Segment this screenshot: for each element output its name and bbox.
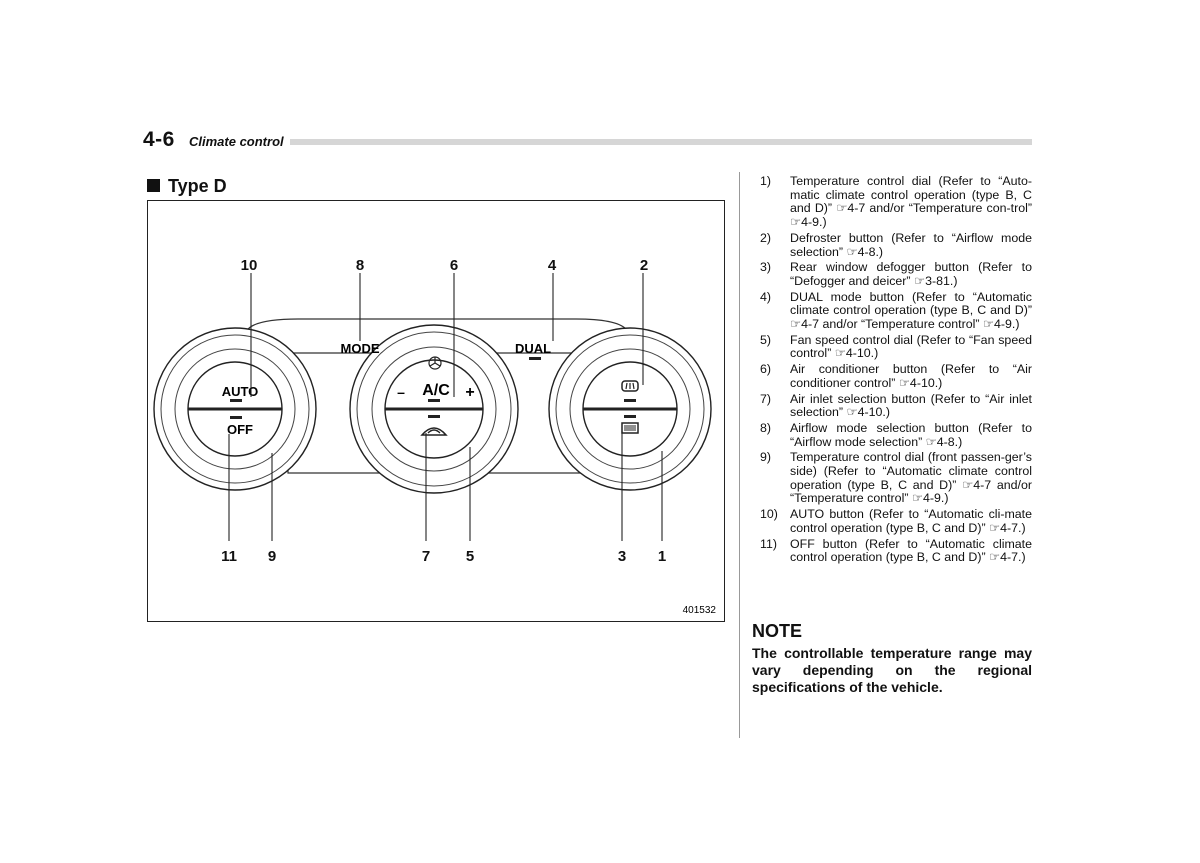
header-rule bbox=[290, 139, 1032, 145]
callout-8: 8 bbox=[355, 257, 365, 274]
callout-7: 7 bbox=[421, 548, 431, 565]
list-item bbox=[760, 508, 1032, 535]
callout-11: 11 bbox=[221, 548, 237, 565]
list-item-number: 7) bbox=[760, 391, 772, 406]
callout-6: 6 bbox=[449, 257, 459, 274]
page-number: 4-6 bbox=[143, 128, 175, 151]
list-item-text: DUAL mode button (Refer to “Automatic climate control operation (type B, C and D)” ☞4-7 and/or “Temperature control” ☞4-9.) bbox=[790, 289, 1032, 332]
list-item-number: 8) bbox=[760, 420, 772, 435]
callout-2: 2 bbox=[639, 257, 649, 274]
note-text: The controllable temperature range may vary depending on the regional specifications of the vehicle. bbox=[752, 645, 1032, 695]
dual-indicator bbox=[529, 357, 541, 360]
callout-10: 10 bbox=[240, 257, 258, 274]
note-heading: NOTE bbox=[752, 621, 803, 641]
left-dial bbox=[154, 328, 316, 490]
list-item bbox=[760, 451, 1032, 506]
list-item-number: 2) bbox=[760, 230, 772, 245]
list-item bbox=[760, 363, 1032, 390]
callout-4: 4 bbox=[547, 257, 557, 274]
climate-panel-illustration bbox=[148, 201, 726, 623]
list-item-text: Temperature control dial (front passen-ger’s side) (Refer to “Automatic climate control operation (type B, C and D)” ☞4-7 and/or “Temperature control” ☞4-9.) bbox=[790, 450, 1032, 506]
list-item bbox=[760, 538, 1032, 565]
list-item bbox=[760, 291, 1032, 332]
column-divider bbox=[739, 172, 740, 738]
list-item-number: 6) bbox=[760, 362, 772, 377]
fan-minus-label: – bbox=[397, 384, 405, 400]
list-item-text: OFF button (Refer to “Automatic climate control operation (type B, C and D)” ☞4-7.) bbox=[790, 536, 1032, 565]
type-heading-text: Type D bbox=[168, 176, 227, 196]
list-item-number: 9) bbox=[760, 450, 772, 465]
callout-legend-list bbox=[760, 175, 1032, 567]
dual-label: DUAL bbox=[514, 341, 552, 356]
list-item bbox=[760, 232, 1032, 259]
list-item-number: 3) bbox=[760, 260, 772, 275]
auto-label: AUTO bbox=[221, 384, 259, 399]
section-title: Climate control bbox=[189, 134, 284, 149]
callout-5: 5 bbox=[465, 548, 475, 565]
right-dial bbox=[549, 328, 711, 490]
list-item-number: 5) bbox=[760, 332, 772, 347]
callout-3: 3 bbox=[617, 548, 627, 565]
list-item-text: Rear window defogger button (Refer to “Defogger and deicer” ☞3-81.) bbox=[790, 260, 1032, 288]
list-item bbox=[760, 175, 1032, 230]
list-item bbox=[760, 261, 1032, 288]
list-item-number: 1) bbox=[760, 174, 772, 188]
list-item-text: Temperature control dial (Refer to “Auto-matic climate control operation (type B, C and D)” ☞4-7 and/or “Temperature con-trol” ☞4-9.) bbox=[790, 174, 1032, 230]
list-item bbox=[760, 334, 1032, 361]
list-item-text: Airflow mode selection button (Refer to “Airflow mode selection” ☞4-8.) bbox=[790, 420, 1032, 449]
square-bullet-icon bbox=[147, 179, 160, 192]
list-item-number: 11) bbox=[760, 536, 777, 551]
list-item-number: 10) bbox=[760, 507, 778, 522]
list-item-text: Air conditioner button (Refer to “Air conditioner control” ☞4-10.) bbox=[790, 362, 1032, 390]
off-label: OFF bbox=[227, 422, 253, 437]
fan-plus-label: + bbox=[465, 384, 475, 401]
list-item-number: 4) bbox=[760, 289, 772, 304]
type-heading bbox=[147, 176, 227, 197]
list-item-text: Defroster button (Refer to “Airflow mode selection” ☞4-8.) bbox=[790, 230, 1032, 259]
list-item-text: Fan speed control dial (Refer to “Fan speed control” ☞4-10.) bbox=[790, 332, 1032, 361]
list-item bbox=[760, 422, 1032, 449]
list-item bbox=[760, 393, 1032, 420]
ac-label: A/C bbox=[422, 382, 450, 399]
list-item-text: Air inlet selection button (Refer to “Air inlet selection” ☞4-10.) bbox=[790, 391, 1032, 420]
mode-label: MODE bbox=[340, 341, 380, 356]
callout-9: 9 bbox=[267, 548, 277, 565]
callout-1: 1 bbox=[657, 548, 667, 565]
climate-control-figure bbox=[147, 200, 725, 622]
list-item-text: AUTO button (Refer to “Automatic cli-mate control operation (type B, C and D)” ☞4-7.) bbox=[790, 507, 1032, 535]
figure-id: 401532 bbox=[682, 605, 716, 616]
